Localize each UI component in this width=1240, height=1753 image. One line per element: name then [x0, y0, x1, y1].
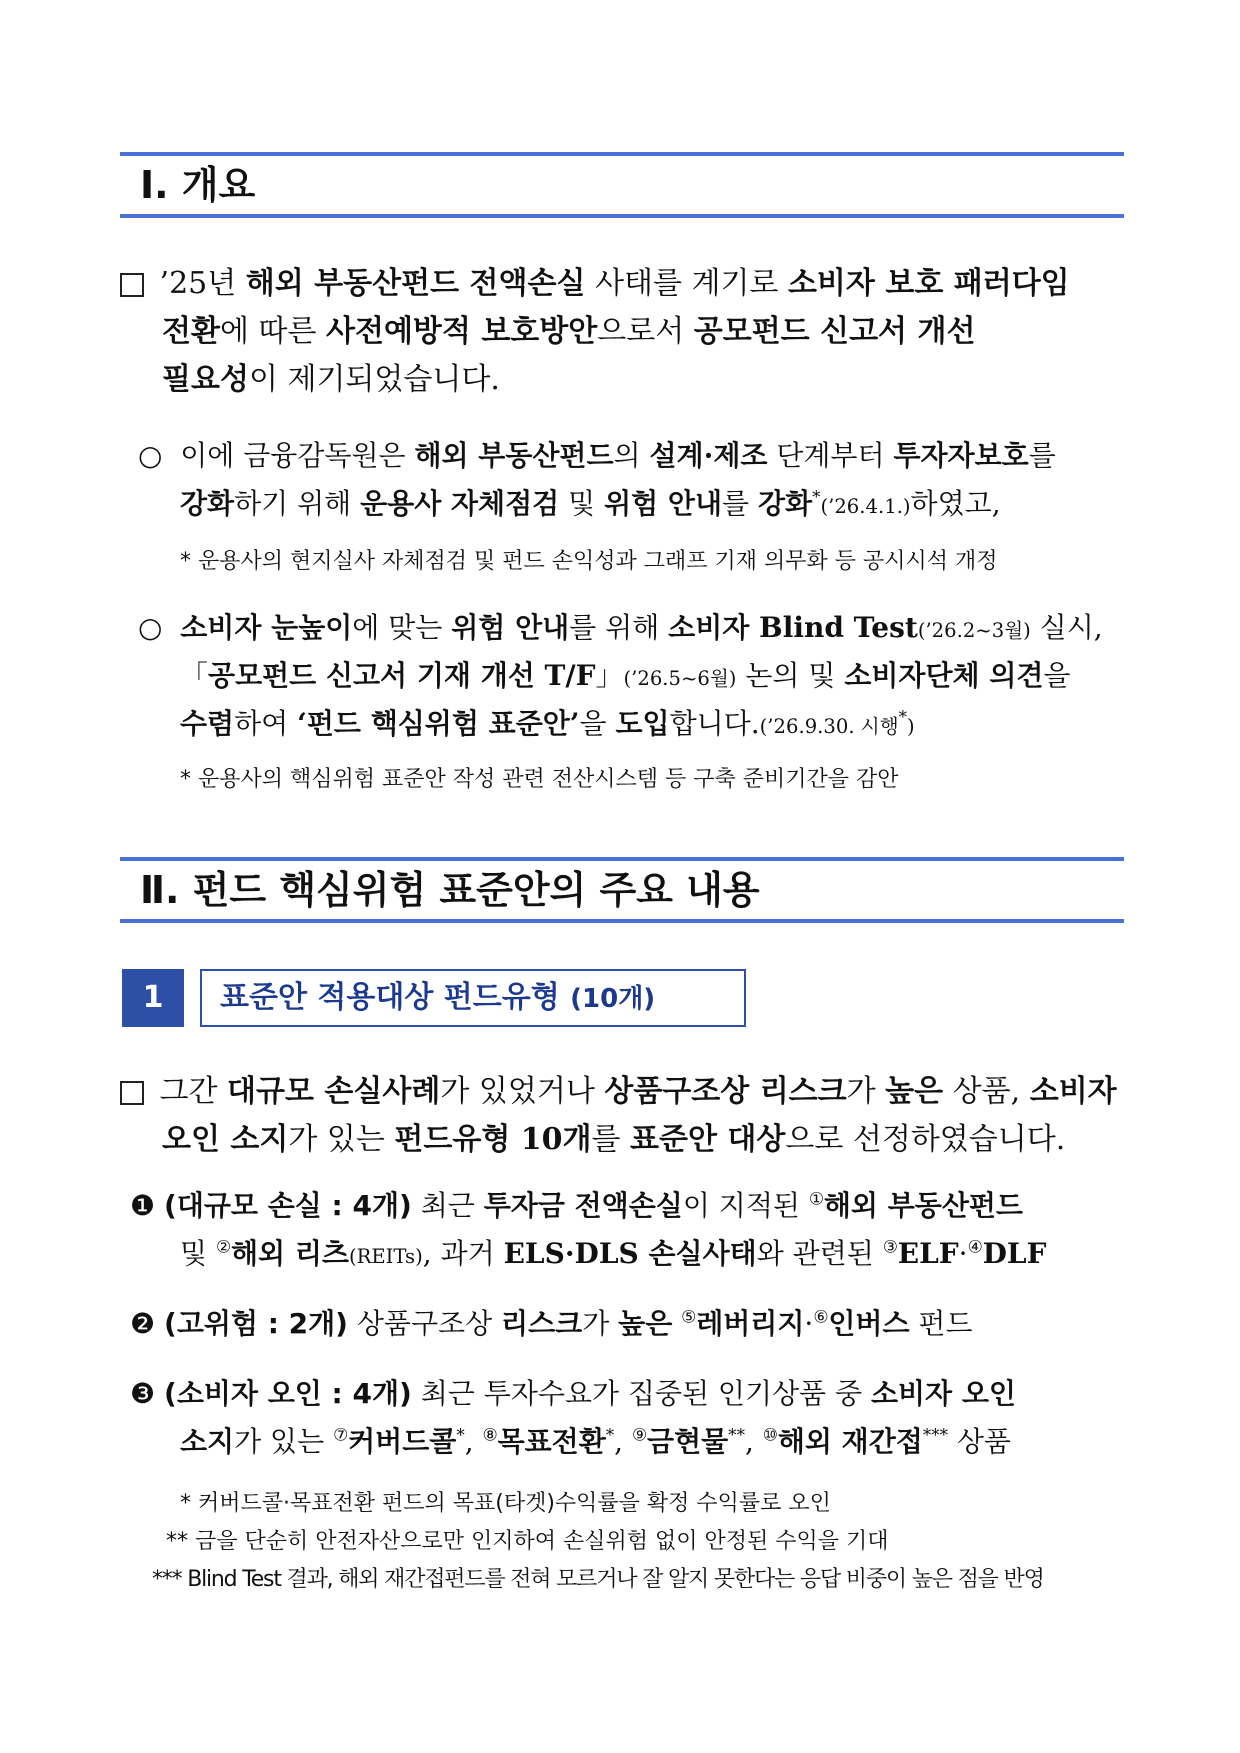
section-title: Ⅱ. 펀드 핵심위험 표준안의 주요 내용	[140, 868, 760, 912]
text: 으로 선정하였습니다.	[785, 1122, 1066, 1157]
text: 가	[582, 1307, 619, 1340]
circled-number: ⑧	[482, 1424, 498, 1445]
text: 사태를 계기로	[585, 266, 788, 301]
paragraph-line	[120, 1066, 1117, 1110]
footnote-mark: *	[180, 1491, 191, 1516]
category-label: (소비자 오인 : 4개)	[164, 1377, 412, 1410]
circled-number: ⑩	[762, 1424, 778, 1445]
text-bold: 해외 리츠	[231, 1237, 349, 1270]
text-bold: 해외 재간접	[777, 1425, 923, 1458]
text: 상품	[947, 1425, 1011, 1458]
text-bold: 투자금 전액손실	[483, 1189, 683, 1222]
circled-number: ⑦	[333, 1424, 349, 1445]
text-bold: 표준안 대상	[630, 1122, 786, 1157]
footnote	[180, 1486, 831, 1517]
number-3-icon: ❸	[130, 1377, 156, 1410]
date-text: (’26.4.1.)	[820, 495, 911, 518]
text-bold: 강화	[180, 487, 235, 520]
text-bold: 상품구조상 리스크	[604, 1074, 847, 1109]
text: 와 관련된	[756, 1237, 883, 1270]
text-bold: 소비자 Blind Test	[668, 611, 918, 644]
text-bold: 공모펀드 신고서 기재 개선 T/F	[208, 659, 596, 692]
text: 최근	[411, 1189, 484, 1222]
text-bold: 위험 안내	[604, 487, 723, 520]
text-bold: 금현물	[647, 1425, 729, 1458]
footnote-mark: ***	[152, 1567, 182, 1592]
text-bold: 리스크	[501, 1307, 583, 1340]
text-bold: 수렴	[180, 707, 235, 740]
section-title: Ⅰ. 개요	[140, 163, 256, 207]
text: ·	[958, 1237, 968, 1270]
text-bold: 레버리지	[696, 1307, 805, 1340]
footnote-mark: *	[456, 1424, 465, 1445]
list-item	[130, 1302, 973, 1342]
text: 실시,	[1030, 611, 1103, 644]
footnote	[152, 1562, 1044, 1593]
section-header-bar	[120, 152, 1124, 218]
text-bold: 도입	[615, 707, 670, 740]
circled-number: ①	[808, 1188, 824, 1209]
text	[672, 1307, 681, 1340]
footnote-text: 커버드콜·목표전환 펀드의 목표(타겟)수익률을 확정 수익률로 오인	[198, 1491, 831, 1516]
text: 합니다.	[669, 707, 760, 740]
list-item	[130, 1372, 1016, 1412]
text-bold: DLF	[982, 1237, 1047, 1270]
list-item-line	[180, 1232, 1046, 1272]
text: 를	[591, 1122, 631, 1157]
text: 펀드	[909, 1307, 973, 1340]
date-text: (’26.5~6월)	[623, 667, 737, 690]
text: , 과거	[422, 1237, 504, 1270]
text: ,	[464, 1425, 483, 1458]
text-bold: 목표전환	[497, 1425, 606, 1458]
text-bold: 투자자보호	[893, 439, 1029, 472]
text: 의	[613, 439, 650, 472]
paragraph-line	[162, 306, 975, 350]
circled-number: ④	[967, 1236, 983, 1257]
text: )	[907, 715, 915, 738]
square-bullet-icon	[120, 1081, 144, 1105]
circled-number: ⑥	[813, 1306, 829, 1327]
text: 상품,	[943, 1074, 1030, 1109]
text: 이에 금융감독원은	[180, 439, 415, 472]
text-bold: 소비자 오인	[870, 1377, 1016, 1410]
text: 최근 투자수요가 집중된 인기상품 중	[411, 1377, 871, 1410]
text: 이 제기되었습니다.	[248, 362, 500, 397]
text-bold: 전환	[162, 314, 220, 349]
text: 를	[1028, 439, 1056, 472]
list-item	[130, 1184, 1023, 1224]
text-bold: 공모펀드 신고서 개선	[693, 314, 976, 349]
text-bold: 펀드유형 10개	[394, 1122, 592, 1157]
text-bold: 해외 부동산펀드 전액손실	[245, 266, 586, 301]
text: 가 있는	[288, 1122, 395, 1157]
date-text: (’26.2~3월)	[917, 619, 1031, 642]
text: 에 맞는	[352, 611, 452, 644]
number-1-icon: ❶	[130, 1189, 156, 1222]
text-bold: 대규모 손실사례	[227, 1074, 441, 1109]
text-bold: ELS·DLS 손실사태	[503, 1237, 757, 1270]
text-bold: 소비자	[1029, 1074, 1117, 1109]
text: 가 있었거나	[440, 1074, 605, 1109]
text: 가	[846, 1074, 886, 1109]
text: 를 위해	[569, 611, 669, 644]
subsection-title-text: 표준안 적용대상 펀드유형	[220, 980, 560, 1015]
footnote-mark: ***	[922, 1424, 948, 1445]
paragraph-line	[180, 702, 915, 742]
paragraph-line	[180, 654, 1070, 694]
text-bold: 소비자 눈높이	[180, 611, 353, 644]
circle-bullet-icon: ○	[138, 611, 163, 644]
text-bold: ELF	[897, 1237, 959, 1270]
text-bold: 높은	[885, 1074, 944, 1109]
footnote-mark: **	[728, 1424, 745, 1445]
text-bold: 소비자 보호 패러다임	[787, 266, 1070, 301]
footnote-mark: *	[605, 1424, 615, 1445]
text: 하여	[234, 707, 298, 740]
text: 를	[722, 487, 758, 520]
paragraph-line	[180, 482, 1001, 522]
text: 단계부터	[767, 439, 894, 472]
subsection-title	[200, 969, 746, 1027]
category-label: (고위험 : 2개)	[164, 1307, 348, 1340]
text: 가 있는	[234, 1425, 334, 1458]
text-bold: 필요성	[162, 362, 249, 397]
text: ’25년	[159, 266, 246, 301]
text-bold: 인버스	[828, 1307, 910, 1340]
square-bullet-icon	[120, 273, 144, 297]
subsection-number: 1	[122, 969, 184, 1027]
circled-number: ②	[215, 1236, 231, 1257]
text: 그간	[159, 1074, 228, 1109]
paragraph-line	[120, 258, 1070, 302]
text: ,	[614, 1425, 632, 1458]
text: 상품구조상	[347, 1307, 502, 1340]
text: 이 지적된	[682, 1189, 809, 1222]
footnote	[166, 1524, 889, 1555]
circled-number: ③	[882, 1236, 898, 1257]
text: 논의 및	[736, 659, 845, 692]
footnote-text: Blind Test 결과, 해외 재간접펀드를 전혀 모르거나 잘 알지 못한다는 응답 비중이 높은 점을 반영	[187, 1567, 1044, 1592]
subsection-count: (10개)	[570, 984, 656, 1014]
paragraph-line	[162, 1114, 1065, 1158]
number-2-icon: ❷	[130, 1307, 156, 1340]
circled-number: ⑤	[681, 1306, 697, 1327]
text-bold: 강화	[757, 487, 813, 520]
text-bold: 해외 부동산펀드	[414, 439, 614, 472]
text-bold: ‘펀드 핵심위험 표준안’	[297, 707, 580, 740]
circled-number: ⑨	[631, 1424, 648, 1445]
paragraph-line	[162, 354, 500, 398]
text: ,	[744, 1425, 763, 1458]
text: 」	[595, 659, 624, 692]
text-bold: 위험 안내	[451, 611, 570, 644]
text-bold: 오인 소지	[162, 1122, 289, 1157]
category-label: (대규모 손실 : 4개)	[164, 1189, 412, 1222]
footnote-mark: *	[812, 486, 821, 507]
text: 하였고,	[910, 487, 1001, 520]
text-bold: 소비자단체 의견	[844, 659, 1044, 692]
circle-bullet-icon: ○	[138, 439, 163, 472]
text: ·	[804, 1307, 814, 1340]
text-bold: 소지	[180, 1425, 235, 1458]
text: 으로서	[597, 314, 694, 349]
text-bold: 해외 부동산펀드	[823, 1189, 1023, 1222]
paragraph-line	[138, 606, 1103, 646]
text: 및	[559, 487, 605, 520]
text: 「	[180, 659, 209, 692]
text: 에 따른	[219, 314, 326, 349]
text: 을	[1043, 659, 1071, 692]
footnote: * 운용사의 현지실사 자체점검 및 펀드 손익성과 그래프 기재 의무화 등 공시시석 개정	[180, 549, 998, 574]
footnote: * 운용사의 핵심위험 표준안 작성 관련 전산시스템 등 구축 준비기간을 감안	[180, 767, 899, 792]
text-bold: 운용사 자체점검	[360, 487, 560, 520]
text: 을	[579, 707, 616, 740]
footnote-text: 금을 단순히 안전자산으로만 인지하여 손실위험 없이 안정된 수익을 기대	[195, 1529, 889, 1554]
text: 및	[180, 1237, 216, 1270]
footnote-mark: **	[166, 1529, 188, 1554]
text-bold: 높은	[618, 1307, 673, 1340]
text: (REITs)	[348, 1245, 423, 1268]
list-item-line	[180, 1420, 1011, 1460]
text-bold: 설계·제조	[649, 439, 768, 472]
date-text: (’26.9.30. 시행	[759, 715, 899, 738]
text: 하기 위해	[234, 487, 361, 520]
text-bold: 커버드콜	[348, 1425, 457, 1458]
footnote-mark: *	[898, 706, 908, 727]
text-bold: 사전예방적 보호방안	[325, 314, 598, 349]
paragraph-line	[138, 434, 1056, 474]
